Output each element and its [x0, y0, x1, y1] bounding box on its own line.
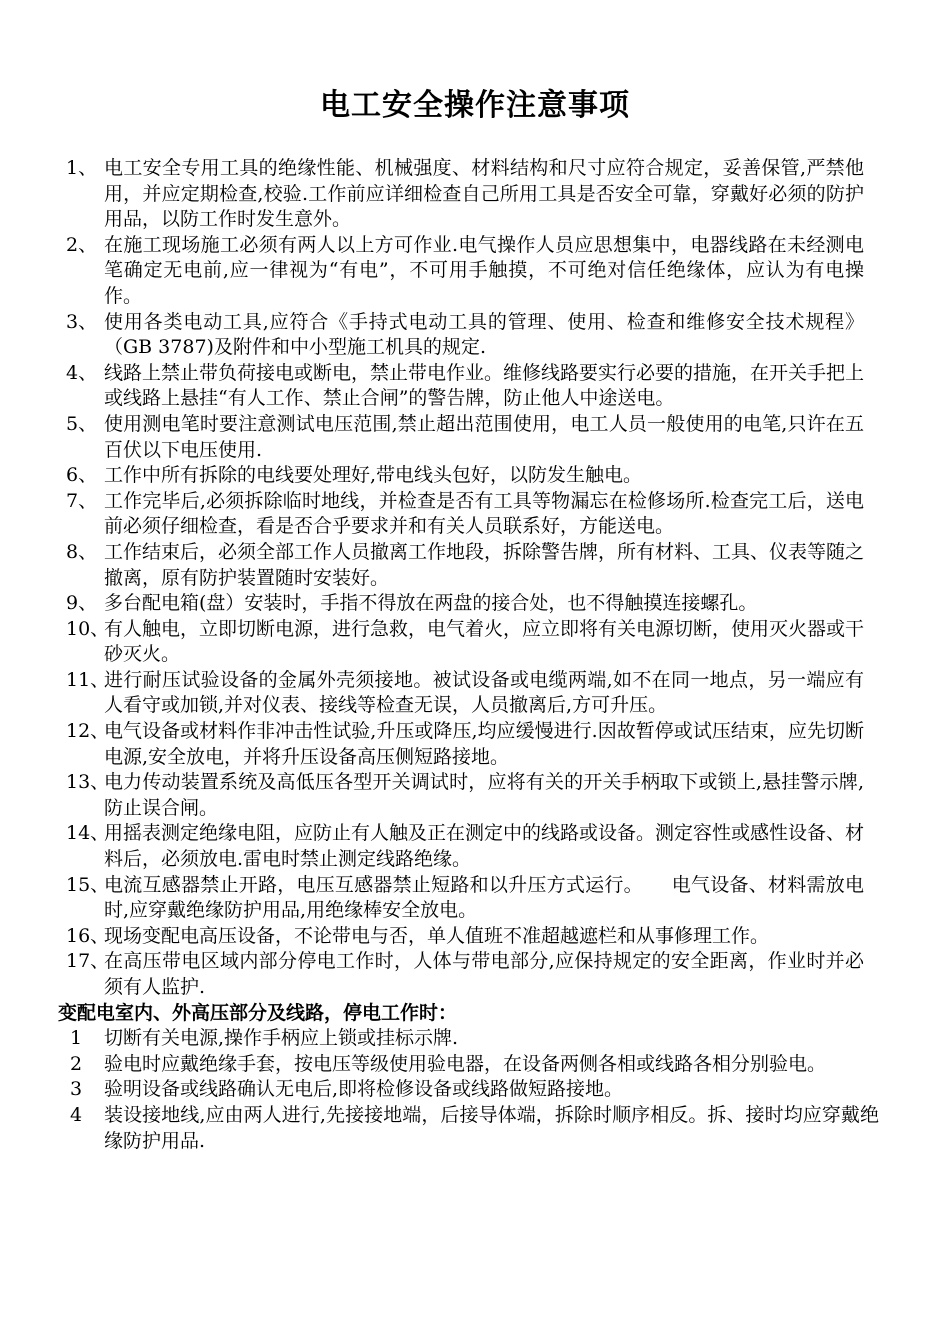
item-number: 13、: [66, 771, 110, 794]
step-text: 验明设备或线路确认无电后,即将检修设备或线路做短路接地。: [104, 1078, 624, 1101]
list-item: [0, 540, 950, 591]
item-text: 电工安全专用工具的绝缘性能、机械强度、材料结构和尺寸应符合规定，妥善保管,严禁他用，并应定期检查,校验.工作前应详细检查自己所用工具是否安全可靠，穿戴好必须的防护用品，以防工作时发生意外。: [104, 157, 864, 231]
step-text: 验电时应戴绝缘手套，按电压等级使用验电器，在设备两侧各相或线路各相分别验电。: [104, 1052, 827, 1075]
list-item: [0, 719, 950, 770]
list-item: [0, 821, 950, 872]
item-number: 3、: [66, 310, 98, 333]
step-number: 3: [70, 1078, 83, 1101]
item-text: 电力传动装置系统及高低压各型开关调试时，应将有关的开关手柄取下或锁上,悬挂警示牌,防止误合闸。: [104, 771, 864, 819]
step-number: 4: [70, 1103, 83, 1126]
item-text: 现场变配电高压设备，不论带电与否，单人值班不准超越遮栏和从事修理工作。: [104, 924, 770, 947]
list-item: [0, 949, 950, 1000]
item-number: 10、: [66, 617, 110, 640]
item-number: 4、: [66, 361, 98, 384]
item-text: 进行耐压试验设备的金属外壳须接地。被试设备或电缆两端,如不在同一地点，另一端应有人看守或加锁,并对仪表、接线等检查无误，人员撤离后,方可升压。: [104, 668, 864, 717]
item-number: 14、: [66, 822, 110, 845]
list-item: [0, 1026, 950, 1052]
list-item: [0, 310, 950, 361]
item-text: 工作结束后，必须全部工作人员撤离工作地段，拆除警告牌，所有材料、工具、仪表等随之撤离，原有防护装置随时安装好。: [104, 540, 865, 589]
item-text: 线路上禁止带负荷接电或断电，禁止带电作业。维修线路要实行必要的措施，在开关手把上或线路上悬挂“有人工作、禁止合闸”的警告牌，防止他人中途送电。: [104, 361, 865, 410]
item-number: 17、: [66, 950, 110, 973]
item-number: 9、: [66, 592, 98, 615]
item-text: 使用测电笔时要注意测试电压范围,禁止超出范围使用，电工人员一般使用的电笔,只许在五百伏以下电压使用.: [104, 412, 864, 461]
step-number: 2: [70, 1052, 83, 1075]
page-title: 电工安全操作注意事项: [320, 88, 630, 123]
list-item: [0, 412, 950, 463]
list-item: [0, 156, 950, 233]
step-number: 1: [70, 1027, 83, 1050]
item-text: 电气设备或材料作非冲击性试验,升压或降压,均应缓慢进行.因故暂停或试压结束，应先切断电源,安全放电，并将升压设备高压侧短路接地。: [104, 720, 864, 768]
item-text: 工作完毕后,必须拆除临时地线，并检查是否有工具等物漏忘在检修场所.检查完工后，送电前必须仔细检查，看是否合乎要求并和有关人员联系好，方能送电。: [104, 489, 864, 538]
list-item: [0, 924, 950, 950]
item-number: 6、: [66, 464, 98, 487]
list-item: [0, 361, 950, 412]
item-text: 使用各类电动工具,应符合《手持式电动工具的管理、使用、检查和维修安全技术规程》（GB 3787)及附件和中小型施工机具的规定.: [104, 310, 864, 359]
item-text: 在高压带电区域内部分停电工作时，人体与带电部分,应保持规定的安全距离，作业时并必须有人监护.: [104, 950, 864, 998]
item-number: 12、: [66, 720, 110, 743]
item-text: 多台配电箱(盘）安装时，手指不得放在两盘的接合处，也不得触摸连接螺孔。: [104, 592, 758, 615]
item-number: 7、: [66, 489, 98, 512]
list-item: [0, 1052, 950, 1078]
list-item: [0, 1103, 950, 1154]
list-item: [0, 1077, 950, 1103]
list-item: [0, 591, 950, 617]
step-text: 切断有关电源,操作手柄应上锁或挂标示牌.: [104, 1027, 459, 1050]
item-number: 1、: [66, 157, 98, 179]
item-text: 用摇表测定绝缘电阻，应防止有人触及正在测定中的线路或设备。测定容性或感性设备、材料后，必须放电.雷电时禁止测定线路绝缘。: [104, 822, 865, 871]
list-item: [0, 873, 950, 924]
item-number: 2、: [66, 233, 98, 256]
item-number: 16、: [66, 924, 110, 947]
safety-rules-list: [0, 156, 950, 1154]
list-item: [0, 617, 950, 668]
list-item: [0, 233, 950, 310]
item-text: 工作中所有拆除的电线要处理好,带电线头包好，以防发生触电。: [104, 464, 643, 487]
item-number: 5、: [66, 412, 98, 435]
item-number: 8、: [66, 540, 98, 563]
item-text: 有人触电，立即切断电源，进行急救，电气着火，应立即将有关电源切断，使用灭火器或干砂灭火。: [104, 617, 865, 666]
list-item: [0, 668, 950, 719]
list-item: [0, 489, 950, 540]
item-text: 电流互感器禁止开路，电压互感器禁止短路和以升压方式运行。 电气设备、材料需放电时,应穿戴绝缘防护用品,用绝缘棒安全放电。: [104, 873, 864, 922]
item-number: 11、: [66, 668, 110, 691]
section-heading: 变配电室内、外高压部分及线路，停电工作时：: [58, 1001, 458, 1024]
list-item: [0, 463, 950, 489]
step-text: 装设接地线,应由两人进行,先接接地端，后接导体端，拆除时顺序相反。拆、接时均应穿戴绝缘防护用品.: [104, 1103, 879, 1152]
item-number: 15、: [66, 873, 110, 896]
list-item: [0, 770, 950, 821]
item-text: 在施工现场施工必须有两人以上方可作业.电气操作人员应思想集中，电器线路在未经测电笔确定无电前,应一律视为“有电”，不可用手触摸，不可绝对信任绝缘体，应认为有电操作。: [104, 233, 864, 307]
